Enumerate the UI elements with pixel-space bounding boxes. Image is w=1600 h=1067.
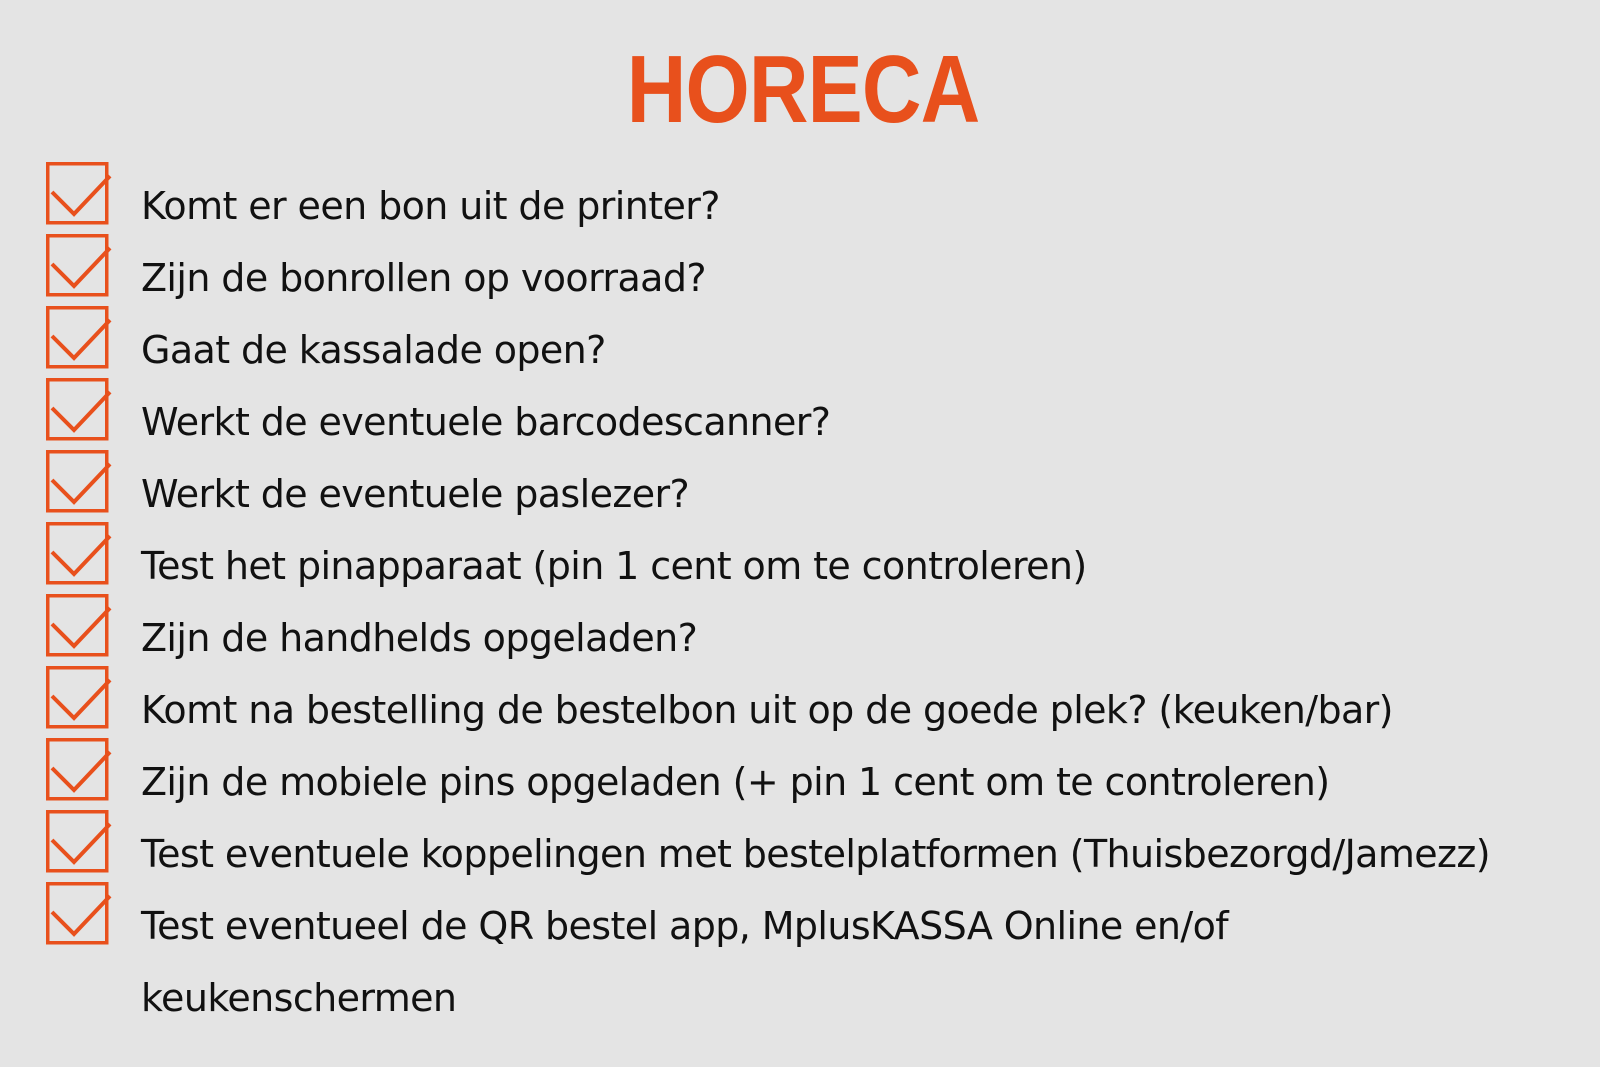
checkbox-svg xyxy=(46,738,112,804)
checklist-item-label: Komt er een bon uit de printer? xyxy=(141,184,720,228)
check-mark xyxy=(52,392,110,430)
checklist-item xyxy=(0,378,1600,450)
checkbox-frame xyxy=(48,308,107,367)
checklist-item xyxy=(0,450,1600,522)
checklist-item xyxy=(0,666,1600,738)
checkbox-frame xyxy=(48,164,107,223)
checklist-item xyxy=(0,306,1600,378)
checkbox-svg xyxy=(46,810,112,876)
checkbox-frame xyxy=(48,452,107,511)
checklist-item-label: Werkt de eventuele paslezer? xyxy=(141,472,690,516)
checkbox-svg xyxy=(46,162,112,228)
checked-checkbox-icon xyxy=(46,810,112,876)
checkbox-svg xyxy=(46,306,112,372)
checkbox-svg xyxy=(46,666,112,732)
checklist-item xyxy=(0,162,1600,234)
checked-checkbox-icon xyxy=(46,738,112,804)
checklist-item-label: Komt na bestelling de bestelbon uit op de goede plek? (keuken/bar) xyxy=(141,688,1393,732)
checkbox-svg xyxy=(46,594,112,660)
checklist-item-label: Zijn de mobiele pins opgeladen (+ pin 1 cent om te controleren) xyxy=(141,760,1330,804)
checked-checkbox-icon xyxy=(46,162,112,228)
checklist-item-label: Zijn de bonrollen op voorraad? xyxy=(141,256,706,300)
check-mark xyxy=(52,320,110,358)
checkbox-frame xyxy=(48,812,107,871)
checked-checkbox-icon xyxy=(46,522,112,588)
check-mark xyxy=(52,608,110,646)
check-mark xyxy=(52,680,110,718)
checklist-item-label: Test eventuele koppelingen met bestelplatformen (Thuisbezorgd/Jamezz) xyxy=(141,832,1490,876)
checkbox-svg xyxy=(46,234,112,300)
check-mark xyxy=(52,176,110,214)
checked-checkbox-icon xyxy=(46,378,112,444)
checked-checkbox-icon xyxy=(46,666,112,732)
checklist-item xyxy=(0,522,1600,594)
checkbox-svg xyxy=(46,450,112,516)
checkbox-frame xyxy=(48,524,107,583)
checkbox-frame xyxy=(48,668,107,727)
checkbox-svg xyxy=(46,522,112,588)
checklist-item-label: Test eventueel de QR bestel app, MplusKASSA Online en/of keukenschermen xyxy=(141,904,1229,1020)
checkbox-frame xyxy=(48,740,107,799)
checklist-item xyxy=(0,882,1600,1032)
check-mark xyxy=(52,248,110,286)
page-title: HORECA xyxy=(626,36,980,143)
checkbox-svg xyxy=(46,378,112,444)
checked-checkbox-icon xyxy=(46,882,112,948)
checked-checkbox-icon xyxy=(46,306,112,372)
checkbox-frame xyxy=(48,380,107,439)
checklist-item xyxy=(0,738,1600,810)
checkbox-svg xyxy=(46,882,112,948)
checklist-item xyxy=(0,810,1600,882)
check-mark xyxy=(52,752,110,790)
checked-checkbox-icon xyxy=(46,450,112,516)
check-mark xyxy=(52,536,110,574)
checklist-item-label: Werkt de eventuele barcodescanner? xyxy=(141,400,831,444)
checklist-item xyxy=(0,594,1600,666)
checklist-item-label: Gaat de kassalade open? xyxy=(141,328,606,372)
checklist-item-label: Zijn de handhelds opgeladen? xyxy=(141,616,698,660)
check-mark xyxy=(52,464,110,502)
check-mark xyxy=(52,824,110,862)
checklist-item-label: Test het pinapparaat (pin 1 cent om te controleren) xyxy=(141,544,1087,588)
checkbox-frame xyxy=(48,596,107,655)
checked-checkbox-icon xyxy=(46,594,112,660)
checked-checkbox-icon xyxy=(46,234,112,300)
checkbox-frame xyxy=(48,236,107,295)
check-mark xyxy=(52,896,110,934)
checkbox-frame xyxy=(48,884,107,943)
checklist-item xyxy=(0,234,1600,306)
